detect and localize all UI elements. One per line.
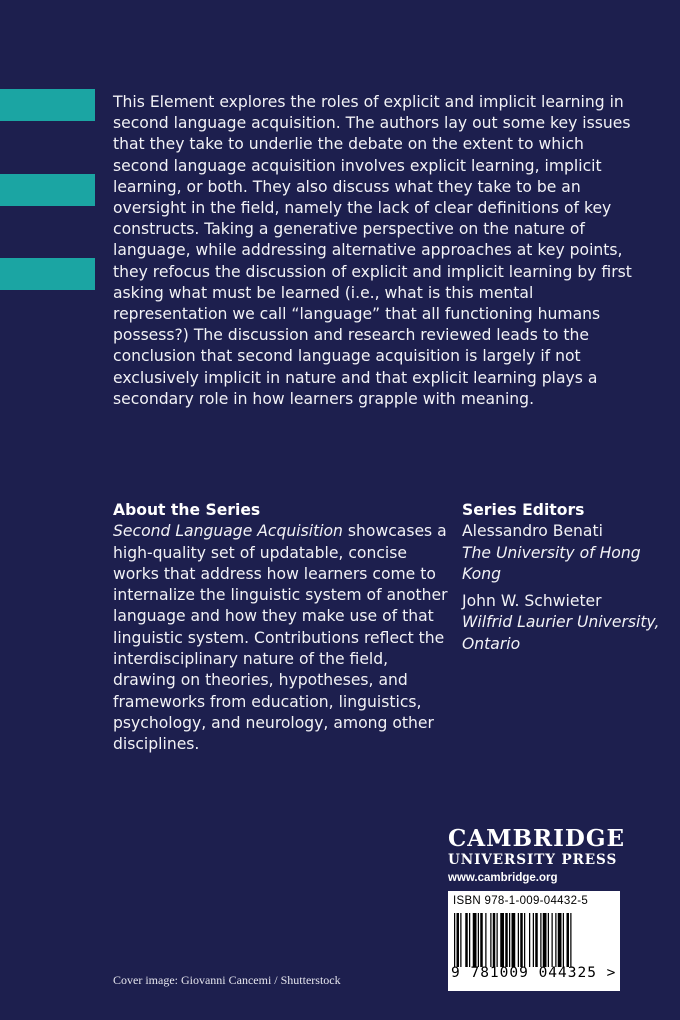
editor-name: Alessandro Benati bbox=[462, 522, 603, 541]
publisher-name: CAMBRIDGE bbox=[448, 825, 626, 852]
editor-entry bbox=[462, 521, 662, 585]
isbn-barcode bbox=[448, 891, 620, 991]
barcode-bar bbox=[509, 913, 510, 967]
barcode-bar bbox=[469, 913, 470, 967]
cover-image-credit: Cover image: Giovanni Cancemi / Shutterstock bbox=[113, 973, 341, 987]
barcode-bar bbox=[485, 913, 486, 967]
about-series-heading: About the Series bbox=[113, 501, 261, 519]
barcode-bar bbox=[535, 913, 538, 967]
barcode-bar bbox=[473, 913, 477, 967]
isbn-label: ISBN 978-1-009-04432-5 bbox=[453, 895, 589, 907]
barcode-graphic bbox=[452, 913, 616, 967]
series-editors-heading: Series Editors bbox=[462, 501, 585, 519]
barcode-bar bbox=[520, 913, 523, 967]
book-blurb: This Element explores the roles of explicit and implicit learning in second language acquisition. The authors lay out some key issues that they take to underlie the debate on the extent to which second language acquisition involves explicit learning, implicit learning, or both. They also discuss what they take to be an oversight in the field, namely the lack of clear definitions of key constructs. Taking a generative perspective on the nature of language, while addressing alternative approaches at key points, they refocus the discussion of explicit and implicit learning by first asking what must be learned (i.e., what is this mental representation we call “language” that all functioning humans possess?) The discussion and research reviewed leads to the conclusion that second language acquisition is largely if not exclusively implicit in nature and that explicit learning plays a secondary role in how learners grapple with meaning. bbox=[113, 93, 632, 408]
barcode-bar bbox=[567, 913, 570, 967]
barcode-bar bbox=[570, 913, 571, 967]
barcode-bar bbox=[555, 913, 556, 967]
publisher-url: www.cambridge.org bbox=[448, 872, 558, 884]
series-editors bbox=[462, 500, 662, 661]
editor-affiliation: Wilfrid Laurier University, Ontario bbox=[462, 613, 660, 653]
barcode-bar bbox=[493, 913, 496, 967]
series-title: Second Language Acquisition bbox=[113, 522, 343, 541]
barcode-bar bbox=[460, 913, 461, 967]
barcode-bar bbox=[490, 913, 491, 967]
barcode-bar bbox=[529, 913, 530, 967]
barcode-bar bbox=[457, 913, 460, 967]
editor-entry bbox=[462, 591, 662, 655]
barcode-bar bbox=[563, 913, 564, 967]
accent-bar-top bbox=[0, 89, 95, 121]
barcode-digits: 9 781009 044325 > bbox=[451, 965, 617, 981]
accent-bar-middle bbox=[0, 174, 95, 206]
publisher-logo bbox=[448, 826, 628, 884]
barcode-bar bbox=[480, 913, 483, 967]
barcode-bar bbox=[548, 913, 549, 967]
barcode-bar bbox=[505, 913, 508, 967]
barcode-bar bbox=[478, 913, 479, 967]
barcode-bar bbox=[540, 913, 541, 967]
barcode-bar bbox=[500, 913, 504, 967]
barcode-bar bbox=[552, 913, 553, 967]
editor-affiliation: The University of Hong Kong bbox=[462, 543, 641, 583]
accent-bar-bottom bbox=[0, 258, 95, 290]
editor-name: John W. Schwieter bbox=[462, 592, 602, 611]
barcode-bar bbox=[533, 913, 534, 967]
barcode-bar bbox=[558, 913, 562, 967]
about-series-text bbox=[113, 521, 448, 755]
about-the-series bbox=[113, 500, 448, 756]
barcode-bar bbox=[512, 913, 516, 967]
publisher-press: UNIVERSITY PRESS bbox=[448, 852, 618, 868]
barcode-bar bbox=[465, 913, 468, 967]
barcode-bar bbox=[497, 913, 498, 967]
barcode-bar bbox=[524, 913, 525, 967]
barcode-bar bbox=[543, 913, 547, 967]
barcode-bar bbox=[454, 913, 455, 967]
series-description: showcases a high-quality set of updatable, concise works that address how learners come to internalize the linguistic system of another language and how they make use of that linguistic system. Contributions reflect the interdisciplinary nature of the field, drawing on theories, hypotheses, and frameworks from education, linguistics, psychology, and neurology, among other disciplines. bbox=[113, 522, 448, 754]
barcode-bar bbox=[518, 913, 519, 967]
